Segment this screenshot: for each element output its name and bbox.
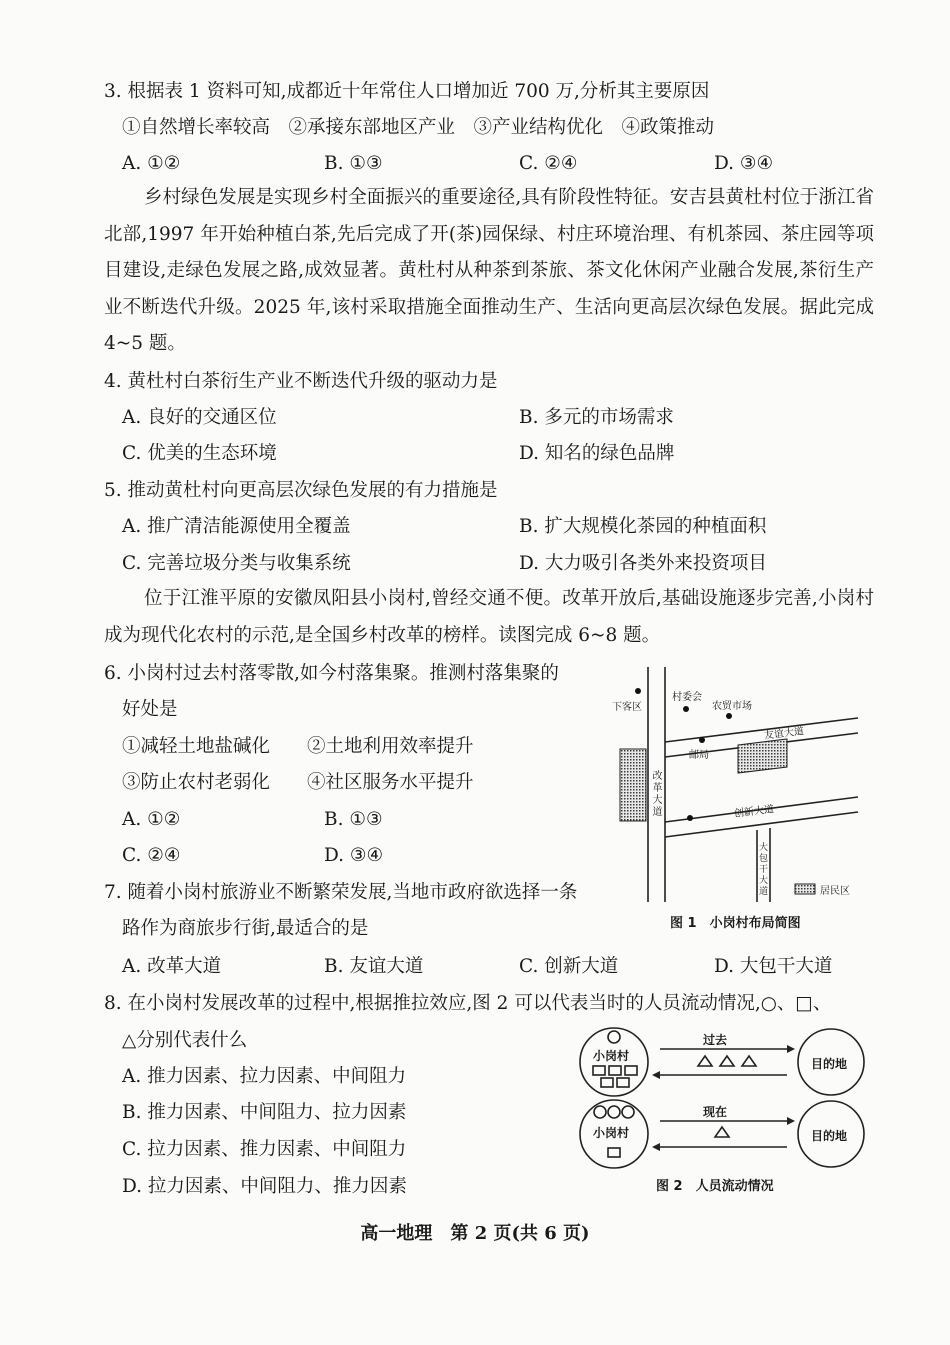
map-label-youju: 邮局 [689, 750, 709, 761]
q7-option-d: D. 大包干大道 [714, 956, 833, 977]
q4-option-d: D. 知名的绿色品牌 [519, 443, 675, 464]
fig2-village-label-past: 小岗村 [593, 1049, 630, 1063]
q4-option-c: C. 优美的生态环境 [122, 443, 277, 464]
q3-option-c: C. ②④ [519, 153, 578, 174]
map-label-cunweihui: 村委会 [672, 692, 702, 703]
q8-stem-line1: 8. 在小岗村发展改革的过程中,根据推拉效应,图 2 可以代表当时的人员流动情况,○、□、 [104, 993, 832, 1014]
q6-option-b: B. ①③ [324, 809, 383, 830]
obstacle-triangle-now [715, 1127, 729, 1137]
pull-square-past-5 [617, 1078, 629, 1087]
map-label-nongmao: 农贸市场 [712, 701, 752, 712]
pull-square-past-2 [609, 1066, 621, 1075]
q7-option-b: B. 友谊大道 [324, 956, 424, 977]
pull-square-past-1 [593, 1066, 605, 1075]
map-label-chuangxin: 创新大道 [733, 804, 775, 820]
q7-option-c: C. 创新大道 [519, 956, 619, 977]
q4-option-a: A. 良好的交通区位 [122, 407, 277, 428]
q5-option-d: D. 大力吸引各类外来投资项目 [519, 553, 767, 574]
figure-1-caption: 图 1 小岗村布局简图 [670, 916, 801, 931]
obstacle-triangle-past-2 [720, 1056, 734, 1066]
q6-stem-line1: 6. 小岗村过去村落零散,如今村落集聚。推测村落集聚的 [104, 663, 559, 684]
q6-items-2: ③防止农村老弱化 ④社区服务水平提升 [122, 772, 474, 793]
fig2-destination-label-past: 目的地 [811, 1057, 848, 1071]
fig2-destination-label-now: 目的地 [811, 1129, 848, 1143]
fig2-now-label: 现在 [703, 1105, 728, 1119]
arrowhead-back-past [652, 1071, 660, 1079]
q3-option-d: D. ③④ [714, 153, 774, 174]
map-label-xiake: 下客区 [612, 702, 642, 713]
q5-stem: 5. 推动黄杜村向更高层次绿色发展的有力措施是 [104, 480, 498, 501]
push-circle-now-2 [608, 1106, 620, 1118]
pull-square-now [608, 1148, 620, 1157]
map-label-youyi: 友谊大道 [763, 726, 805, 742]
q3-stem: 3. 根据表 1 资料可知,成都近十年常住人口增加近 700 万,分析其主要原因 [104, 81, 710, 102]
q3-items: ①自然增长率较高 ②承接东部地区产业 ③产业结构优化 ④政策推动 [122, 117, 715, 138]
q8-option-a: A. 推力因素、拉力因素、中间阻力 [122, 1066, 407, 1087]
map-label-dabaogan: 大包干大道 [758, 843, 768, 897]
q8-option-b: B. 推力因素、中间阻力、拉力因素 [122, 1102, 407, 1123]
pull-square-past-3 [625, 1066, 637, 1075]
arrowhead-out-now [787, 1117, 795, 1125]
obstacle-triangle-past-1 [698, 1056, 712, 1066]
q7-stem-line1: 7. 随着小岗村旅游业不断繁荣发展,当地市政府欲选择一条 [104, 882, 578, 903]
q6-stem-line2: 好处是 [122, 699, 178, 720]
q7-option-a: A. 改革大道 [122, 956, 222, 977]
push-circle-now-3 [622, 1106, 634, 1118]
q5-option-a: A. 推广清洁能源使用全覆盖 [122, 516, 351, 537]
pull-square-past-4 [601, 1078, 613, 1087]
q3-option-b: B. ①③ [324, 153, 383, 174]
arrowhead-out-past [787, 1045, 795, 1053]
map-label-gaige: 改革大道 [652, 771, 663, 818]
q6-option-d: D. ③④ [324, 845, 384, 866]
q7-stem-line2: 路作为商旅步行街,最适合的是 [122, 918, 369, 939]
q5-option-c: C. 完善垃圾分类与收集系统 [122, 553, 351, 574]
q6-items-1: ①减轻土地盐碱化 ②土地利用效率提升 [122, 736, 474, 757]
fig2-past-label: 过去 [703, 1033, 728, 1047]
q4-option-b: B. 多元的市场需求 [519, 407, 674, 428]
q4-stem: 4. 黄杜村白茶衍生产业不断迭代升级的驱动力是 [104, 371, 498, 392]
q8-option-d: D. 拉力因素、中间阻力、推力因素 [122, 1176, 407, 1197]
q6-option-c: C. ②④ [122, 845, 181, 866]
q6-option-a: A. ①② [122, 809, 181, 830]
fig2-village-label-now: 小岗村 [593, 1126, 630, 1140]
arrowhead-back-now [652, 1143, 660, 1151]
q5-option-b: B. 扩大规模化茶园的种植面积 [519, 516, 767, 537]
passage-xiaogang: 位于江淮平原的安徽凤阳县小岗村,曾经交通不便。改革开放后,基础设施逐步完善,小岗村成为现代化农村的示范,是全国乡村改革的榜样。读图完成 6~8 题。 [104, 588, 874, 646]
push-circle-now-1 [594, 1106, 606, 1118]
figure-2-caption: 图 2 人员流动情况 [656, 1179, 774, 1194]
q8-option-c: C. 拉力因素、推力因素、中间阻力 [122, 1139, 407, 1160]
obstacle-triangle-past-3 [742, 1056, 756, 1066]
passage-huangdu: 乡村绿色发展是实现乡村全面振兴的重要途径,具有阶段性特征。安吉县黄杜村位于浙江省北部,1997 年开始种植白茶,先后完成了开(茶)园保绿、村庄环境治理、有机茶园、茶庄园等项目建设,走绿色发展之路,成效显著。黄杜村从种茶到茶旅、茶文化休闲产业融合发展,茶衍生产业不断迭代升级。2025 年,该村采取措施全面推动生产、生活向更高层次绿色发展。据此完成 4~5 题。 [104, 187, 874, 354]
push-circle-past [608, 1031, 620, 1043]
page-footer: 高一地理 第 2 页(共 6 页) [360, 1223, 590, 1244]
map-legend-residential: 居民区 [820, 886, 850, 897]
q8-stem-line2: △分别代表什么 [122, 1030, 248, 1051]
q3-option-a: A. ①② [122, 153, 181, 174]
